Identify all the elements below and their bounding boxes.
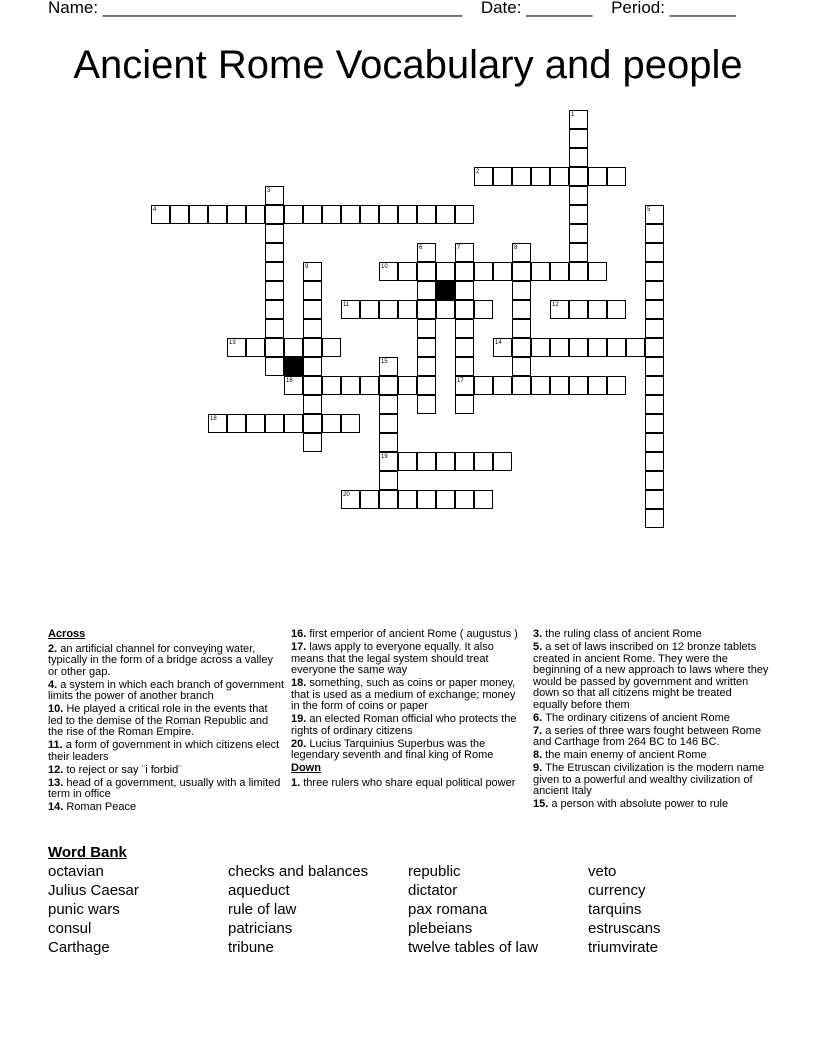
grid-cell[interactable] — [417, 243, 436, 262]
grid-cell[interactable] — [474, 452, 493, 471]
clue-text: head of a government, usually with a limited term in office — [48, 776, 281, 800]
word-bank-title: Word Bank — [48, 844, 127, 861]
grid-cell[interactable] — [360, 490, 379, 509]
grid-cell[interactable] — [493, 338, 512, 357]
grid-cell[interactable] — [284, 205, 303, 224]
clue-number: 14 — [495, 340, 502, 346]
grid-cell[interactable] — [645, 224, 664, 243]
grid-cell[interactable] — [246, 338, 265, 357]
grid-cell[interactable] — [455, 338, 474, 357]
clue-number: 16 — [286, 378, 293, 384]
clue-num: 14. — [48, 801, 67, 813]
word-bank-item: Carthage — [48, 939, 110, 956]
clue — [533, 763, 769, 798]
grid-cell[interactable] — [512, 338, 531, 357]
clue-num: 20. — [291, 737, 310, 750]
grid-cell[interactable] — [569, 300, 588, 319]
grid-cell[interactable] — [151, 205, 170, 224]
clue-text: a system in which each branch of government limits the power of another branch — [48, 678, 285, 702]
grid-cell[interactable] — [360, 300, 379, 319]
clue-num: 19. — [291, 713, 310, 725]
word-bank-item: Julius Caesar — [48, 882, 139, 899]
word-bank-item: rule of law — [228, 901, 297, 918]
black-square — [436, 281, 455, 300]
grid-cell[interactable] — [645, 300, 664, 319]
grid-cell[interactable] — [265, 300, 284, 319]
clue — [48, 765, 284, 777]
grid-cell[interactable] — [303, 414, 322, 433]
word-bank-item: plebeians — [408, 920, 473, 937]
grid-cell[interactable] — [455, 243, 474, 262]
grid-cell[interactable] — [493, 262, 512, 281]
grid-cell[interactable] — [303, 433, 322, 452]
grid-cell[interactable] — [645, 471, 664, 490]
grid-cell[interactable] — [417, 319, 436, 338]
clue-number: 4 — [153, 207, 157, 213]
grid-cell[interactable] — [569, 167, 588, 186]
grid-cell[interactable] — [569, 376, 588, 395]
clue-num: 5. — [533, 641, 546, 653]
grid-cell[interactable] — [341, 414, 360, 433]
word-bank-item: currency — [588, 882, 646, 899]
clue — [291, 642, 519, 677]
clue-number: 19 — [381, 454, 388, 460]
grid-cell[interactable] — [417, 281, 436, 300]
clue — [533, 726, 769, 749]
grid-cell[interactable] — [455, 357, 474, 376]
grid-cell[interactable] — [398, 300, 417, 319]
grid-cell[interactable] — [455, 319, 474, 338]
period-field[interactable]: Period: _______ — [611, 0, 736, 17]
word-bank-item: octavian — [48, 863, 104, 880]
grid-cell[interactable] — [417, 357, 436, 376]
clue-num: 9. — [533, 762, 546, 774]
grid-cell[interactable] — [265, 319, 284, 338]
clue — [533, 642, 769, 711]
clue-num: 18. — [291, 677, 310, 689]
grid-cell[interactable] — [303, 300, 322, 319]
clue-text: a series of three wars fought between Rome and Carthage from 264 BC to 146 BC. — [533, 724, 762, 748]
grid-cell[interactable] — [322, 338, 341, 357]
grid-cell[interactable] — [645, 395, 664, 414]
grid-cell[interactable] — [341, 205, 360, 224]
grid-cell[interactable] — [303, 357, 322, 376]
clue-text: three rulers who share equal political power — [303, 776, 516, 789]
grid-cell[interactable] — [246, 414, 265, 433]
grid-cell[interactable] — [645, 205, 664, 224]
clue — [48, 704, 284, 739]
grid-cell[interactable] — [227, 205, 246, 224]
clue-num: 8. — [533, 749, 546, 761]
grid-cell[interactable] — [322, 414, 341, 433]
word-bank-item: patricians — [228, 920, 293, 937]
clue — [533, 799, 769, 811]
grid-cell[interactable] — [322, 205, 341, 224]
grid-cell[interactable] — [588, 300, 607, 319]
grid-cell[interactable] — [455, 490, 474, 509]
grid-cell[interactable] — [436, 300, 455, 319]
clue-number: 20 — [343, 492, 350, 498]
grid-cell[interactable] — [569, 338, 588, 357]
clue-text: a person with absolute power to rule — [551, 798, 729, 810]
date-field[interactable]: Date: _______ — [480, 0, 593, 17]
grid-cell[interactable] — [607, 300, 626, 319]
grid-cell[interactable] — [227, 414, 246, 433]
page-title: Ancient Rome Vocabulary and people — [73, 43, 743, 87]
grid-cell[interactable] — [455, 452, 474, 471]
grid-cell[interactable] — [265, 357, 284, 376]
grid-cell[interactable] — [265, 414, 284, 433]
grid-cell[interactable] — [322, 376, 341, 395]
clue-text: the ruling class of ancient Rome — [545, 628, 702, 640]
clue — [291, 629, 519, 641]
grid-cell[interactable] — [588, 338, 607, 357]
grid-cell[interactable] — [645, 414, 664, 433]
word-bank-item: tarquins — [588, 901, 642, 918]
clue — [48, 740, 284, 763]
grid-cell[interactable] — [436, 205, 455, 224]
grid-cell[interactable] — [455, 376, 474, 395]
grid-cell[interactable] — [512, 300, 531, 319]
grid-cell[interactable] — [531, 167, 550, 186]
grid-cell[interactable] — [455, 205, 474, 224]
clue — [48, 680, 284, 703]
grid-cell[interactable] — [588, 262, 607, 281]
clue-number: 1 — [571, 112, 575, 118]
clue-text: a form of government in which citizens elect their leaders — [48, 739, 280, 763]
grid-cell[interactable] — [455, 300, 474, 319]
word-bank-item: estruscans — [588, 920, 661, 937]
grid-cell[interactable] — [569, 205, 588, 224]
grid-cell[interactable] — [379, 490, 398, 509]
grid-cell[interactable] — [531, 338, 550, 357]
clue-num: 17. — [291, 641, 310, 653]
grid-cell[interactable] — [265, 186, 284, 205]
clue-text: the main enemy of ancient Rome — [545, 749, 707, 761]
grid-cell[interactable] — [303, 338, 322, 357]
clue-number: 3 — [267, 188, 271, 194]
grid-cell[interactable] — [550, 376, 569, 395]
clue — [48, 802, 284, 814]
grid-cell[interactable] — [569, 148, 588, 167]
clue-number: 9 — [305, 264, 309, 270]
grid-cell[interactable] — [550, 300, 569, 319]
grid-cell[interactable] — [436, 262, 455, 281]
grid-cell[interactable] — [645, 433, 664, 452]
grid-cell[interactable] — [398, 452, 417, 471]
clue-text: an artificial channel for conveying water, typically in the form of a bridge across a valley or other gap. — [48, 642, 273, 678]
clue — [291, 714, 519, 737]
grid-cell[interactable] — [645, 509, 664, 528]
clue-text: laws apply to everyone equally. It also means that the legal system should treat everyone the same way — [291, 641, 494, 676]
grid-cell[interactable] — [512, 319, 531, 338]
grid-cell[interactable] — [341, 490, 360, 509]
grid-cell[interactable] — [379, 452, 398, 471]
grid-cell[interactable] — [341, 376, 360, 395]
grid-cell[interactable] — [379, 300, 398, 319]
grid-cell[interactable] — [398, 376, 417, 395]
grid-cell[interactable] — [493, 167, 512, 186]
grid-cell[interactable] — [474, 300, 493, 319]
grid-cell[interactable] — [208, 205, 227, 224]
across-heading: Across — [48, 628, 86, 640]
grid-cell[interactable] — [379, 414, 398, 433]
grid-cell[interactable] — [645, 338, 664, 357]
name-field[interactable]: Name: ______________________________________ — [48, 0, 463, 17]
grid-cell[interactable] — [474, 490, 493, 509]
grid-cell[interactable] — [512, 357, 531, 376]
clue-num: 12. — [48, 763, 67, 776]
grid-cell[interactable] — [398, 205, 417, 224]
clue-number: 2 — [476, 169, 480, 175]
grid-cell[interactable] — [569, 262, 588, 281]
black-square — [284, 357, 303, 376]
grid-cell[interactable] — [645, 281, 664, 300]
grid-cell[interactable] — [607, 338, 626, 357]
grid-cell[interactable] — [417, 338, 436, 357]
grid-cell[interactable] — [303, 376, 322, 395]
grid-cell[interactable] — [246, 205, 265, 224]
grid-cell[interactable] — [284, 338, 303, 357]
grid-cell[interactable] — [474, 167, 493, 186]
grid-cell[interactable] — [417, 490, 436, 509]
grid-cell[interactable] — [474, 376, 493, 395]
word-bank-item: consul — [48, 920, 92, 937]
word-bank-item: dictator — [408, 882, 458, 899]
grid-cell[interactable] — [360, 376, 379, 395]
grid-cell[interactable] — [417, 262, 436, 281]
clue-number: 17 — [457, 378, 464, 384]
clue — [533, 629, 769, 641]
grid-cell[interactable] — [284, 414, 303, 433]
clue-num: 2. — [48, 642, 61, 655]
grid-cell[interactable] — [569, 110, 588, 129]
grid-cell[interactable] — [645, 452, 664, 471]
word-bank-item: triumvirate — [588, 939, 659, 956]
grid-cell[interactable] — [512, 243, 531, 262]
clue-text: Lucius Tarquinius Superbus was the legendary seventh and final king of Rome — [291, 737, 494, 761]
grid-cell[interactable] — [607, 167, 626, 186]
clue-num: 13. — [48, 776, 67, 789]
grid-cell[interactable] — [645, 243, 664, 262]
grid-cell[interactable] — [588, 167, 607, 186]
grid-cell[interactable] — [170, 205, 189, 224]
grid-cell[interactable] — [512, 376, 531, 395]
word-bank-item: aqueduct — [228, 882, 290, 899]
clue-number: 18 — [210, 416, 217, 422]
grid-cell[interactable] — [512, 167, 531, 186]
grid-cell[interactable] — [208, 414, 227, 433]
grid-cell[interactable] — [265, 262, 284, 281]
clue-num: 3. — [533, 628, 546, 640]
grid-cell[interactable] — [265, 224, 284, 243]
clue-number: 8 — [514, 245, 518, 251]
grid-cell[interactable] — [455, 262, 474, 281]
clue-num: 1. — [291, 776, 304, 789]
clue-column-1 — [48, 629, 284, 815]
clue-num: 6. — [533, 711, 546, 724]
grid-cell[interactable] — [531, 376, 550, 395]
grid-cell[interactable] — [531, 262, 550, 281]
grid-cell[interactable] — [645, 357, 664, 376]
grid-cell[interactable] — [569, 186, 588, 205]
clue-column-2 — [291, 629, 519, 791]
clue-num: 7. — [533, 724, 546, 737]
grid-cell[interactable] — [417, 452, 436, 471]
grid-cell[interactable] — [645, 376, 664, 395]
clue-num: 11. — [48, 739, 66, 751]
clue-number: 6 — [419, 245, 423, 251]
grid-cell[interactable] — [550, 167, 569, 186]
clue-number: 10 — [381, 264, 388, 270]
clue-number: 5 — [647, 207, 651, 213]
grid-cell[interactable] — [493, 452, 512, 471]
grid-cell[interactable] — [512, 262, 531, 281]
word-bank-item: veto — [588, 863, 617, 880]
grid-cell[interactable] — [474, 262, 493, 281]
grid-cell[interactable] — [436, 452, 455, 471]
grid-cell[interactable] — [550, 262, 569, 281]
clue-number: 15 — [381, 359, 388, 365]
down-heading: Down — [291, 762, 321, 774]
grid-cell[interactable] — [379, 376, 398, 395]
grid-cell[interactable] — [303, 319, 322, 338]
grid-cell[interactable] — [284, 376, 303, 395]
clue-number: 12 — [552, 302, 559, 308]
word-bank-item: checks and balances — [228, 863, 369, 880]
clue — [291, 739, 519, 762]
clue-text: first emperior of ancient Rome ( augustus ) — [309, 628, 518, 640]
clue — [533, 750, 769, 762]
grid-cell[interactable] — [341, 300, 360, 319]
grid-cell[interactable] — [379, 262, 398, 281]
clue-text: The Etruscan civilization is the modern name given to a powerful and wealthy civilization of ancient Italy — [533, 762, 765, 797]
clue-text: to reject or say ¨i forbid¨ — [66, 763, 182, 776]
clue-text: something, such as coins or paper money, that is used as a medium of exchange; money in the form of coins or paper — [291, 677, 516, 712]
grid-cell[interactable] — [379, 433, 398, 452]
grid-cell[interactable] — [645, 490, 664, 509]
grid-cell[interactable] — [493, 376, 512, 395]
clue-text: Roman Peace — [66, 801, 137, 813]
grid-cell[interactable] — [379, 205, 398, 224]
grid-cell[interactable] — [455, 281, 474, 300]
grid-cell[interactable] — [417, 300, 436, 319]
grid-cell[interactable] — [303, 395, 322, 414]
grid-cell[interactable] — [455, 395, 474, 414]
grid-cell[interactable] — [379, 395, 398, 414]
grid-cell[interactable] — [550, 338, 569, 357]
clue-num: 10. — [48, 703, 67, 715]
grid-cell[interactable] — [645, 319, 664, 338]
grid-cell[interactable] — [417, 395, 436, 414]
word-bank-item: tribune — [228, 939, 274, 956]
grid-cell[interactable] — [645, 262, 664, 281]
clue-column-3 — [533, 629, 769, 812]
grid-cell[interactable] — [265, 338, 284, 357]
clue — [48, 778, 284, 801]
clue-text: He played a critical role in the events that led to the demise of the Roman Republic and the rise of the Roman Empire. — [48, 703, 269, 738]
grid-cell[interactable] — [569, 243, 588, 262]
grid-cell[interactable] — [569, 224, 588, 243]
clue-num: 15. — [533, 798, 552, 810]
grid-cell[interactable] — [588, 376, 607, 395]
clue-num: 4. — [48, 678, 61, 691]
clue-text: a set of laws inscribed on 12 bronze tablets created in ancient Rome. They were the beginning of a new approach to laws where they would be passed by government and written down so that all citizens might be treated equally before them — [533, 641, 769, 711]
clue-number: 11 — [343, 302, 350, 308]
grid-cell[interactable] — [417, 376, 436, 395]
grid-cell[interactable] — [303, 262, 322, 281]
clue — [291, 778, 519, 790]
clue-num: 16. — [291, 628, 310, 640]
grid-cell[interactable] — [265, 205, 284, 224]
grid-cell[interactable] — [360, 205, 379, 224]
grid-cell[interactable] — [303, 281, 322, 300]
grid-cell[interactable] — [398, 490, 417, 509]
grid-cell[interactable] — [379, 357, 398, 376]
grid-cell[interactable] — [569, 129, 588, 148]
word-bank-item: twelve tables of law — [408, 939, 539, 956]
grid-cell[interactable] — [227, 338, 246, 357]
grid-cell[interactable] — [436, 490, 455, 509]
grid-cell[interactable] — [398, 262, 417, 281]
grid-cell[interactable] — [189, 205, 208, 224]
clue-number: 13 — [229, 340, 236, 346]
clue-number: 7 — [457, 245, 461, 251]
grid-cell[interactable] — [626, 338, 645, 357]
word-bank-item: punic wars — [48, 901, 120, 918]
word-bank-item: pax romana — [408, 901, 488, 918]
grid-cell[interactable] — [265, 281, 284, 300]
grid-cell[interactable] — [417, 205, 436, 224]
word-bank-item: republic — [408, 863, 461, 880]
clue — [533, 713, 769, 725]
clue — [48, 644, 284, 679]
grid-cell[interactable] — [607, 376, 626, 395]
clue-text: an elected Roman official who protects the rights of ordinary citizens — [291, 713, 517, 737]
grid-cell[interactable] — [303, 205, 322, 224]
grid-cell[interactable] — [379, 471, 398, 490]
clue — [291, 678, 519, 713]
clue-text: The ordinary citizens of ancient Rome — [545, 711, 730, 724]
grid-cell[interactable] — [265, 243, 284, 262]
grid-cell[interactable] — [512, 281, 531, 300]
